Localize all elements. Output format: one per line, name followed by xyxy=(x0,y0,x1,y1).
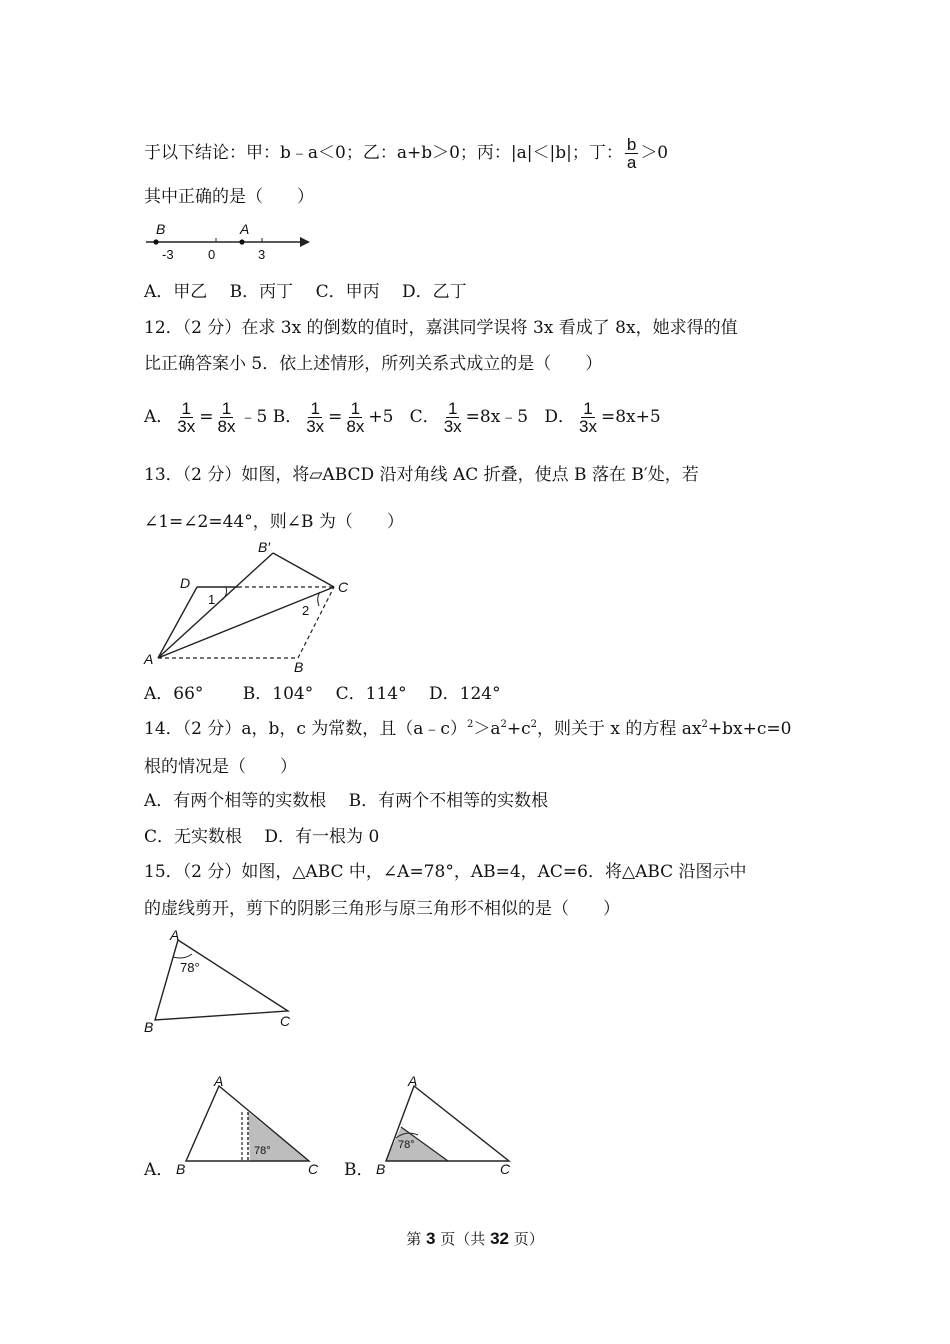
q11-options: A．甲乙 B．丙丁 C．甲丙 D．乙丁 xyxy=(144,282,467,302)
total-pages: 32 xyxy=(490,1229,509,1248)
label-b: B xyxy=(376,1161,386,1177)
q11-statement: 于以下结论：甲：b﹣a＜0；乙：a+b＞0；丙：|a|＜|b|；丁： $\frac{b}{a}$ ＞0 xyxy=(144,135,669,172)
label-a: A xyxy=(240,221,250,237)
q14-options-cd: C．无实数根 D．有一根为 0 xyxy=(144,827,380,847)
frac-1-3x: $\frac{1}{3x}$ xyxy=(443,399,462,436)
label-b: B xyxy=(176,1161,186,1177)
label-c: C xyxy=(280,1013,291,1029)
q15-option-b-label: B． xyxy=(344,1160,374,1180)
label-a: A xyxy=(408,1073,418,1089)
label-d: D xyxy=(180,575,191,591)
frac-1-3x: $\frac{1}{3x}$ xyxy=(578,399,597,436)
label-b: B xyxy=(156,221,166,237)
tick-3: 3 xyxy=(258,247,266,262)
q14-statement-1: 14．（2 分）a，b，c 为常数，且$(a﹣c)^2>a^2+c^2$，则关于 x 的方程 $ax^2+bx+c=0$ xyxy=(144,719,792,739)
option-b-triangle-figure xyxy=(372,1072,532,1180)
label-a: A xyxy=(214,1073,224,1089)
point-a-dot xyxy=(239,239,244,244)
number-line-figure xyxy=(140,218,320,266)
angle-1: 1 xyxy=(208,592,216,607)
q15-statement-1: 15．（2 分）如图，△ABC 中，∠A=78°，AB=4，AC=6．将△ABC 沿图示中 xyxy=(144,862,747,882)
angle-2: 2 xyxy=(302,603,310,618)
label-b: B xyxy=(294,659,304,675)
q12-options: A． $\frac{1}{3x}$ = $\frac{1}{8x}$ ﹣5 B． $\frac{1}{3x}$ = $\frac{1}{8x}$ +5 C． $\frac{1}{3x}$ =8x﹣5 D． $\frac{1}{3x}$ =8x+5 xyxy=(144,399,661,436)
label-c: C xyxy=(338,579,349,595)
label-c: C xyxy=(500,1161,511,1177)
q15-statement-2: 的虚线剪开，剪下的阴影三角形与原三角形不相似的是（ ） xyxy=(144,899,620,919)
q14-options-ab: A．有两个相等的实数根 B．有两个不相等的实数根 xyxy=(144,791,549,811)
frac-1-8x: $\frac{1}{8x}$ xyxy=(346,399,365,436)
q13-statement-2: ∠1=∠2=44°，则∠B 为（ ） xyxy=(144,512,404,532)
q12-statement-1: 12．（2 分）在求 3x 的倒数的值时，嘉淇同学误将 3x 看成了 8x，她求得的值 xyxy=(144,318,738,338)
label-b-prime: B′ xyxy=(258,539,270,555)
q12-statement-2: 比正确答案小 5．依上述情形，所列关系式成立的是（ ） xyxy=(144,354,603,374)
angle-78: 78° xyxy=(180,960,200,975)
q14-statement-2: 根的情况是（ ） xyxy=(144,757,297,777)
page-footer: 第 3 页（共 32 页） xyxy=(406,1229,544,1248)
option-a-triangle-figure xyxy=(172,1072,332,1180)
angle-78: 78° xyxy=(254,1145,271,1157)
frac-1-3x: $\frac{1}{3x}$ xyxy=(177,399,196,436)
tick-neg3: -3 xyxy=(162,247,174,262)
b-over-a-fraction: $\frac{b}{a}$ xyxy=(626,135,637,172)
point-b-dot xyxy=(153,239,158,244)
label-a: A xyxy=(144,651,154,667)
label-b: B xyxy=(144,1019,154,1035)
q11-question: 其中正确的是（ ） xyxy=(144,187,314,207)
parallelogram-fold-figure xyxy=(140,540,370,675)
tick-zero: 0 xyxy=(208,247,216,262)
angle-78: 78° xyxy=(398,1139,415,1151)
frac-1-3x: $\frac{1}{3x}$ xyxy=(306,399,325,436)
page-number: 3 xyxy=(426,1229,436,1248)
q13-options: A．66° B．104° C．114° D．124° xyxy=(144,684,501,704)
q13-statement-1: 13．（2 分）如图，将▱ABCD 沿对角线 AC 折叠，使点 B 落在 B′处，若 xyxy=(144,465,699,485)
label-c: C xyxy=(308,1161,319,1177)
triangle-abc-figure xyxy=(140,926,310,1041)
q15-option-a-label: A． xyxy=(144,1160,174,1180)
label-a: A xyxy=(170,927,180,943)
frac-1-8x: $\frac{1}{8x}$ xyxy=(217,399,236,436)
